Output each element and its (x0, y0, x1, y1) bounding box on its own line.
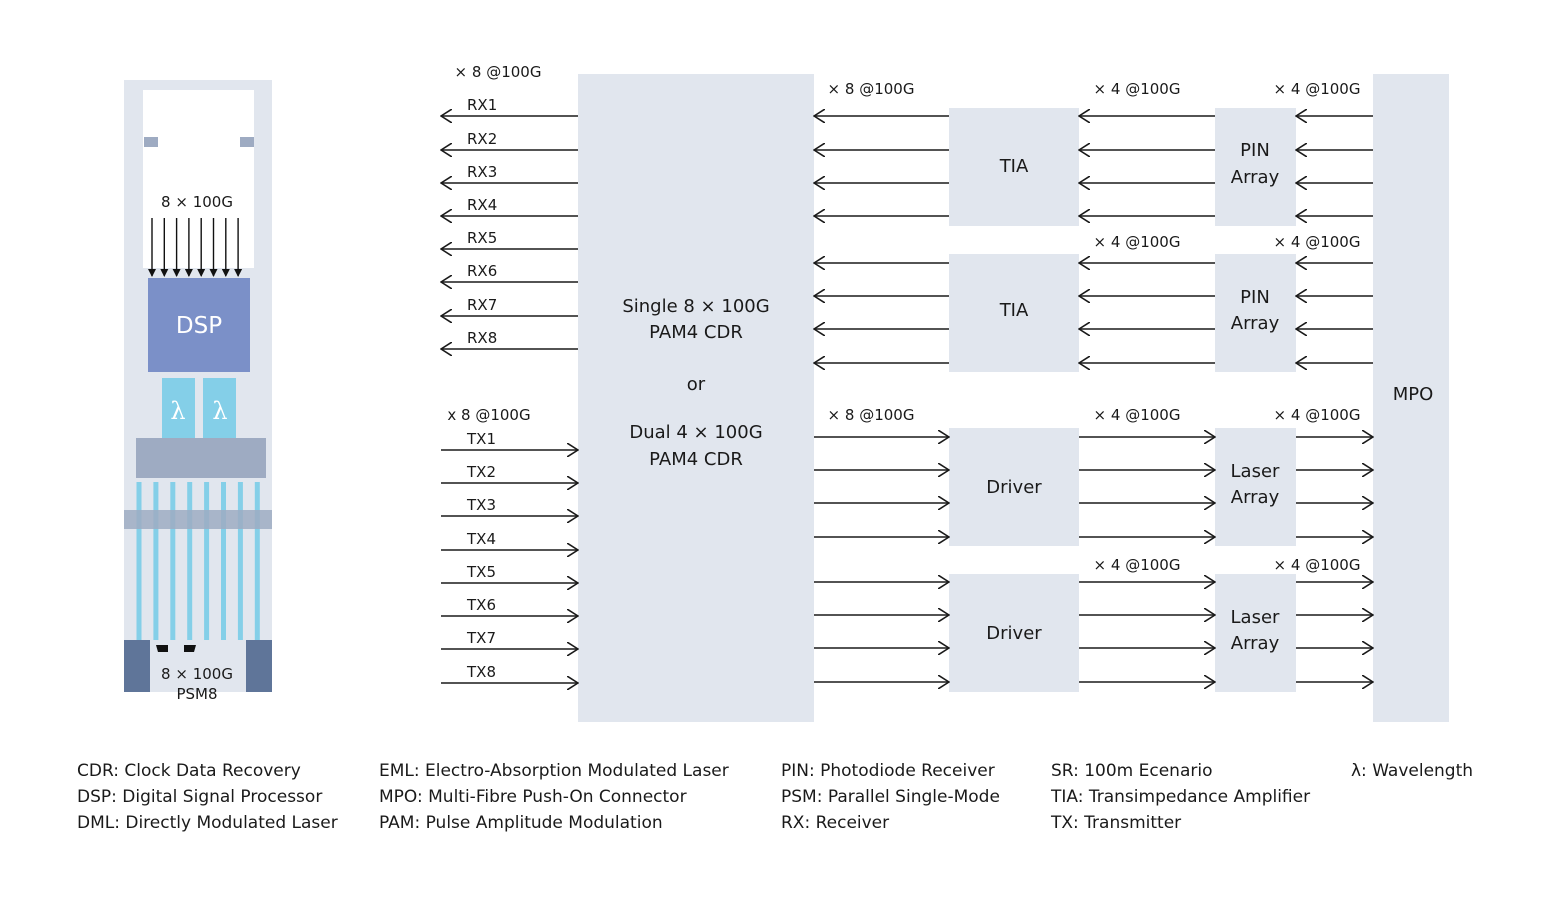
rx-group-label: × 8 @100G (454, 63, 542, 81)
fiber-line (204, 482, 209, 640)
cdr-tx-rate-label: × 8 @100G (827, 406, 915, 424)
legend-column-4 (1051, 758, 1310, 836)
legend-item: PAM: Pulse Amplitude Modulation (379, 813, 663, 833)
mpo-label: MPO (1392, 384, 1434, 405)
tx-lane-label: TX6 (467, 596, 496, 614)
tx-lane-labels (466, 430, 496, 681)
tx-lane-label: TX2 (467, 463, 496, 481)
laser-1-rate-label: × 4 @100G (1273, 406, 1361, 424)
module-lanes-label: 8 × 100G (161, 193, 233, 211)
fiber-line (137, 482, 142, 640)
legend-item: CDR: Clock Data Recovery (77, 761, 301, 781)
driver-label-1: Driver (986, 477, 1042, 498)
tx-group-label: x 8 @100G (447, 406, 531, 424)
laser-array-label-2b: Array (1230, 633, 1280, 654)
fiber-line (238, 482, 243, 640)
legend-item: λ: Wavelength (1351, 761, 1474, 781)
laser-array-label-1a: Laser (1230, 461, 1280, 482)
rx-lane-label: RX8 (467, 329, 498, 347)
lambda-symbol-2: λ (212, 397, 228, 425)
legend-item: DML: Directly Modulated Laser (77, 813, 338, 833)
legend-column-1 (77, 758, 338, 836)
pin-array-label-2b: Array (1230, 313, 1280, 334)
rx-lane-label: RX1 (467, 96, 498, 114)
driver-2-rate-label: × 4 @100G (1093, 556, 1181, 574)
module-bottom-label-2: PSM8 (176, 685, 218, 703)
rx-lane-label: RX2 (467, 130, 498, 148)
laser-2-rate-label: × 4 @100G (1273, 556, 1361, 574)
legend-column-3 (781, 758, 1000, 836)
legend-column-5 (1351, 758, 1473, 784)
fiber-line (187, 482, 192, 640)
legend-item: SR: 100m Ecenario (1051, 761, 1213, 781)
tx-lane-label: TX3 (467, 496, 496, 514)
connector-left (124, 640, 150, 692)
fiber-line (221, 482, 226, 640)
rx-lane-label: RX6 (467, 262, 498, 280)
tx-lane-label: TX8 (467, 663, 496, 681)
legend-item: PIN: Photodiode Receiver (781, 761, 995, 781)
tia-1-rate-label: × 4 @100G (1093, 80, 1181, 98)
tia-label-2: TIA (999, 300, 1029, 321)
fiber-line (255, 482, 260, 640)
module-top-panel (143, 90, 254, 268)
tia-2-rate-label: × 4 @100G (1093, 233, 1181, 251)
legend-item: MPO: Multi-Fibre Push-On Connector (379, 787, 687, 807)
legend-item: RX: Receiver (781, 813, 890, 833)
pin-1-rate-label: × 4 @100G (1273, 80, 1361, 98)
module-bottom-label-1: 8 × 100G (161, 665, 233, 683)
cdr-block (578, 74, 814, 722)
connector-right (246, 640, 272, 692)
lambda-symbol-1: λ (170, 397, 186, 425)
guide-pin-right (184, 645, 196, 652)
optics-bar (136, 438, 266, 478)
laser-array-label-1b: Array (1230, 487, 1280, 508)
legend-item: TIA: Transimpedance Amplifier (1051, 787, 1311, 807)
rx-lane-label: RX4 (467, 196, 498, 214)
cdr-line-5: PAM4 CDR (649, 449, 743, 470)
cdr-line-3: or (686, 374, 706, 395)
legend-item: PSM: Parallel Single-Mode (781, 787, 1000, 807)
pin-array-label-1b: Array (1230, 167, 1280, 188)
tx-lane-label: TX1 (467, 430, 496, 448)
pin-array-label-2a: PIN (1240, 287, 1270, 308)
latch-left (144, 137, 158, 147)
driver-1-rate-label: × 4 @100G (1093, 406, 1181, 424)
cdr-line-4: Dual 4 × 100G (629, 422, 763, 443)
fiber-clamp-bar (124, 510, 272, 529)
cdr-rx-rate-label: × 8 @100G (827, 80, 915, 98)
cdr-line-2: PAM4 CDR (649, 322, 743, 343)
tx-lane-label: TX5 (467, 563, 496, 581)
latch-right (240, 137, 254, 147)
fiber-line (153, 482, 158, 640)
driver-label-2: Driver (986, 623, 1042, 644)
tx-lane-label: TX7 (467, 629, 496, 647)
cdr-line-1: Single 8 × 100G (622, 296, 770, 317)
module-illustration (124, 80, 272, 703)
legend-item: DSP: Digital Signal Processor (77, 787, 323, 807)
rx-lane-labels (467, 96, 497, 347)
guide-pin-left (156, 645, 168, 652)
tx-lane-label: TX4 (467, 530, 496, 548)
legend-column-2 (379, 758, 729, 836)
rx-lane-label: RX7 (467, 296, 498, 314)
pin-2-rate-label: × 4 @100G (1273, 233, 1361, 251)
laser-array-label-2a: Laser (1230, 607, 1280, 628)
tia-label-1: TIA (999, 156, 1029, 177)
pin-array-label-1a: PIN (1240, 140, 1270, 161)
rx-lane-label: RX5 (467, 229, 498, 247)
legend-item: TX: Transmitter (1051, 813, 1182, 833)
fiber-line (170, 482, 175, 640)
legend-item: EML: Electro-Absorption Modulated Laser (379, 761, 729, 781)
dsp-label: DSP (175, 313, 223, 339)
rx-lane-label: RX3 (467, 163, 498, 181)
